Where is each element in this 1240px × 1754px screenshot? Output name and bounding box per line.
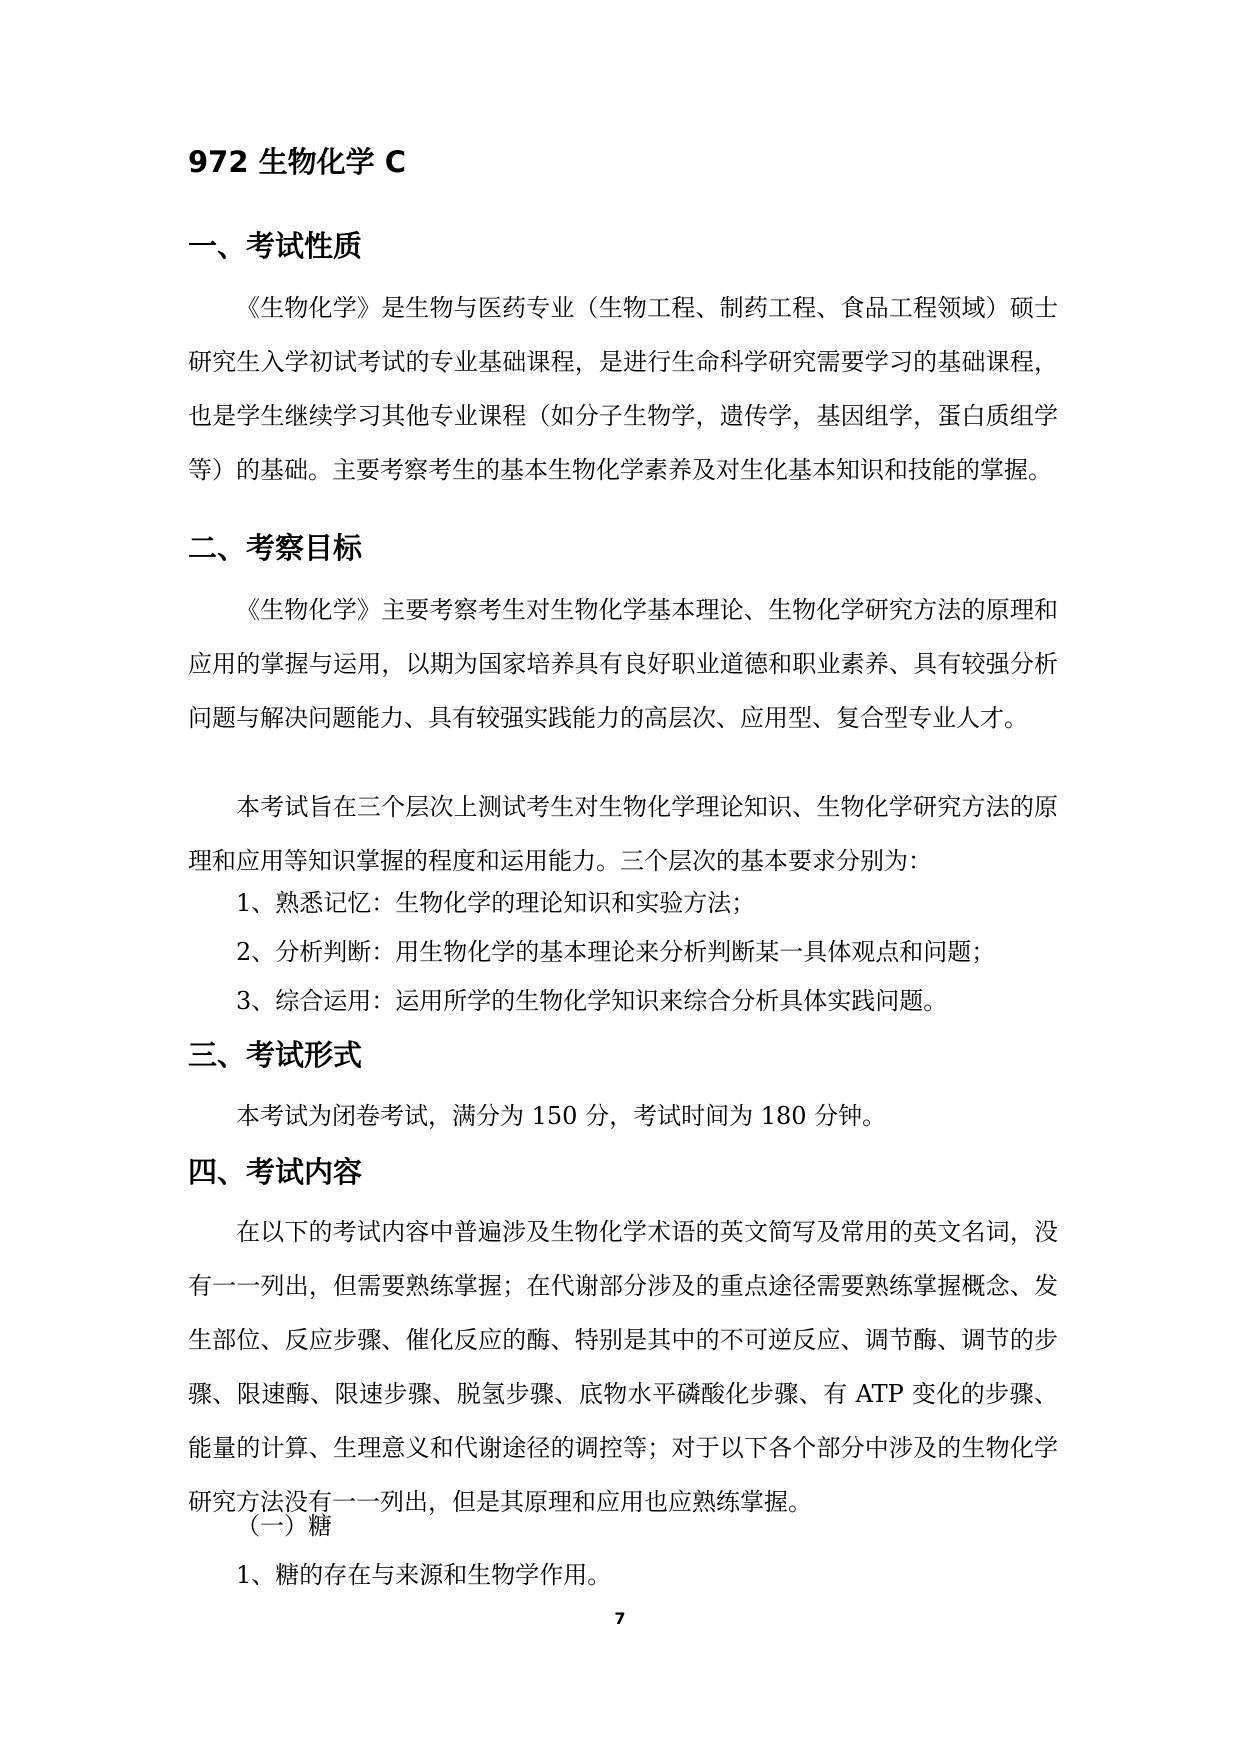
- section-paragraph-exam-nature: 《生物化学》是生物与医药专业（生物工程、制药工程、食品工程领域）硕士研究生入学初试考试的专业基础课程，是进行生命科学研究需要学习的基础课程，也是学生继续学习其他专业课程（如分子生物学，遗传学，基因组学，蛋白质组学等）的基础。主要考察考生的基本生物化学素养及对生化基本知识和技能的掌握。: [188, 294, 1058, 484]
- section-heading-exam-content: 四、考试内容: [188, 1155, 363, 1189]
- section-paragraph-objectives-2: 本考试旨在三个层次上测试考生对生物化学理论知识、生物化学研究方法的原理和应用等知识掌握的程度和运用能力。三个层次的基本要求分别为：: [188, 793, 1058, 875]
- list-item: 1、糖的存在与来源和生物学作用。: [236, 1561, 612, 1589]
- list-item: 2、分析判断：用生物化学的基本理论来分析判断某一具体观点和问题；: [236, 938, 996, 966]
- section-heading-exam-format: 三、考试形式: [188, 1038, 363, 1072]
- document-title: 972 生物化学 C: [188, 145, 407, 179]
- list-item: 1、熟悉记忆：生物化学的理论知识和实验方法；: [236, 889, 756, 917]
- section-paragraph-exam-content: 在以下的考试内容中普遍涉及生物化学术语的英文简写及常用的英文名词，没有一一列出，但需要熟练掌握；在代谢部分涉及的重点途径需要熟练掌握概念、发生部位、反应步骤、催化反应的酶、特别是其中的不可逆反应、调节酶、调节的步骤、限速酶、限速步骤、脱氢步骤、底物水平磷酸化步骤、有 ATP 变化的步骤、能量的计算、生理意义和代谢途径的调控等；对于以下各个部分中涉及的生物化学研究方法没有一一列出，但是其原理和应用也应熟练掌握。: [188, 1218, 1058, 1516]
- section-heading-exam-nature: 一、考试性质: [188, 229, 363, 263]
- section-paragraph-objectives-1: 《生物化学》主要考察考生对生物化学基本理论、生物化学研究方法的原理和应用的掌握与运用，以期为国家培养具有良好职业道德和职业素养、具有较强分析问题与解决问题能力、具有较强实践能力的高层次、应用型、复合型专业人才。: [188, 596, 1058, 732]
- section-paragraph-exam-format: 本考试为闭卷考试，满分为 150 分，考试时间为 180 分钟。: [236, 1102, 887, 1130]
- section-heading-exam-objectives: 二、考察目标: [188, 531, 363, 565]
- subsection-heading-sugar: （一）糖: [236, 1512, 332, 1540]
- page-number: 7: [614, 1609, 626, 1628]
- list-item: 3、综合运用：运用所学的生物化学知识来综合分析具体实践问题。: [236, 987, 948, 1015]
